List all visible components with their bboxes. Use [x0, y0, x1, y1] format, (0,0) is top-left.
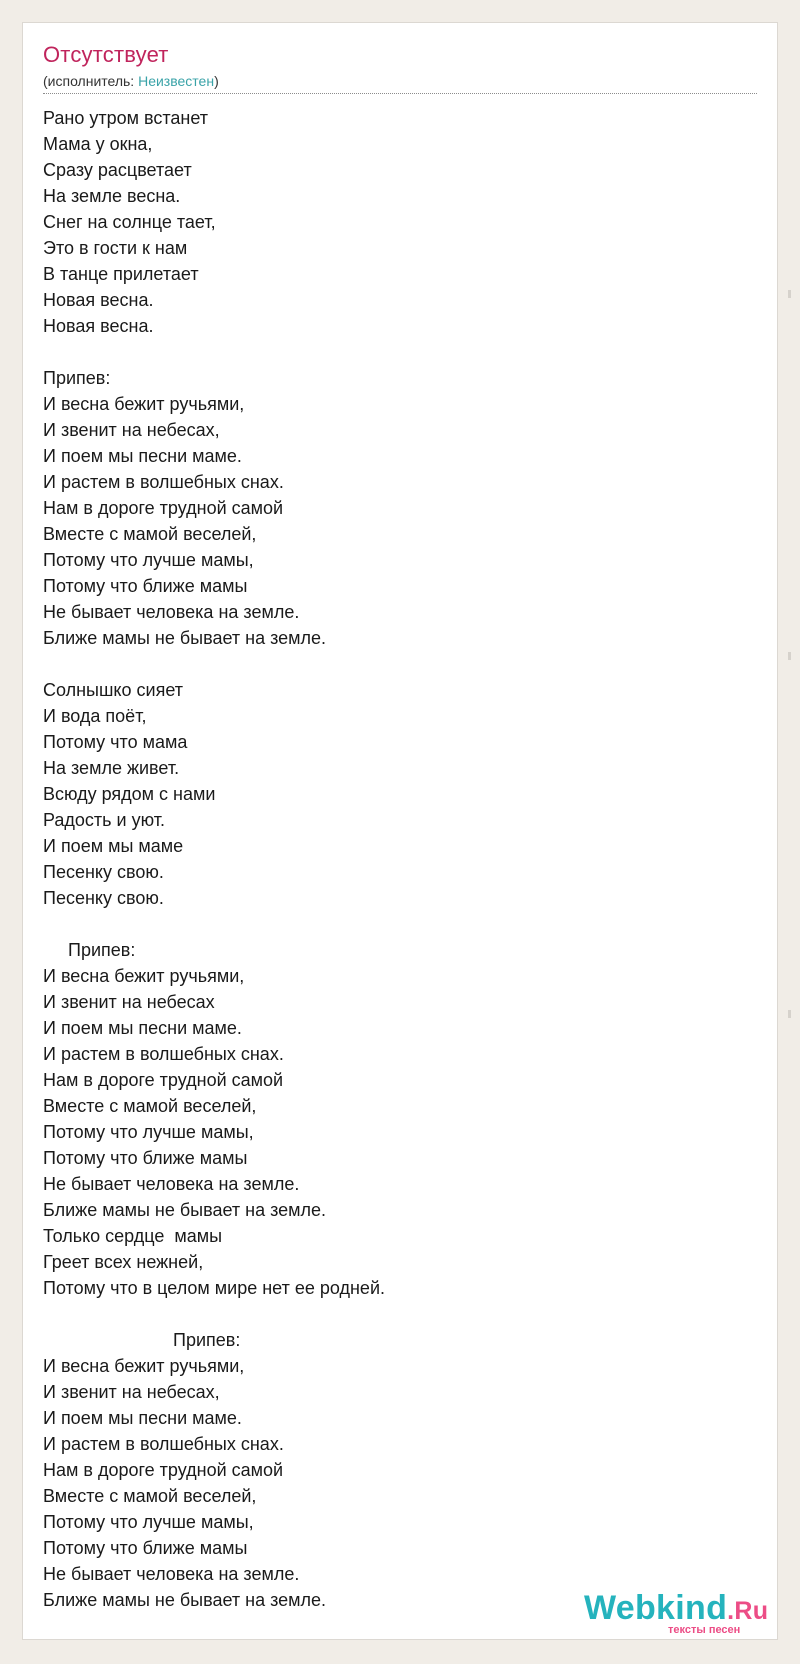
artist-link[interactable]: Неизвестен — [138, 73, 215, 89]
artist-suffix: ) — [214, 73, 219, 89]
edge-mark — [788, 652, 791, 660]
logo-main-text: Webkind — [584, 1589, 728, 1627]
artist-line — [43, 73, 219, 89]
lyrics-text: Рано утром встанет Мама у окна, Сразу расцветает На земле весна. Снег на солнце тает, Это в гости к нам В танце прилетает Новая весна. Новая весна. Припев: И весна бежит ручьями, И звенит на небесах, И поем мы песни маме. И растем в волшебных снах. Нам в дороге трудной самой Вместе с мамой веселей, Потому что лучше мамы, Потому что ближе мамы Не бывает человека на земле. Ближе мамы не бывает на земле. Солнышко сияет И вода поёт, Потому что мама На земле живет. Всюду рядом с нами Радость и уют. И поем мы маме Песенку свою. Песенку свою. Припев: И весна бежит ручьями, И звенит на небесах И поем мы песни маме. И растем в волшебных снах. Нам в дороге трудной самой Вместе с мамой веселей, Потому что лучше мамы, Потому что ближе мамы Не бывает человека на земле. Ближе мамы не бывает на земле. Только сердце мамы Греет всех нежней, Потому что в целом мире нет ее родней. Припев: И весна бежит ручьями, И звенит на небесах, И поем мы песни маме. И растем в волшебных снах. Нам в дороге трудной самой Вместе с мамой веселей, Потому что лучше мамы, Потому что ближе мамы Не бывает человека на земле. Ближе мамы не бывает на земле. — [43, 108, 385, 1610]
song-title: Отсутствует — [43, 42, 169, 67]
artist-prefix: (исполнитель: — [43, 73, 139, 89]
logo-tagline: тексты песен — [668, 1624, 741, 1636]
webkind-logo[interactable] — [584, 1590, 784, 1636]
edge-mark — [788, 290, 791, 298]
title-divider — [43, 93, 757, 94]
logo-tld-text: .Ru — [727, 1597, 769, 1625]
edge-mark — [788, 1010, 791, 1018]
lyrics-card — [22, 22, 778, 1640]
